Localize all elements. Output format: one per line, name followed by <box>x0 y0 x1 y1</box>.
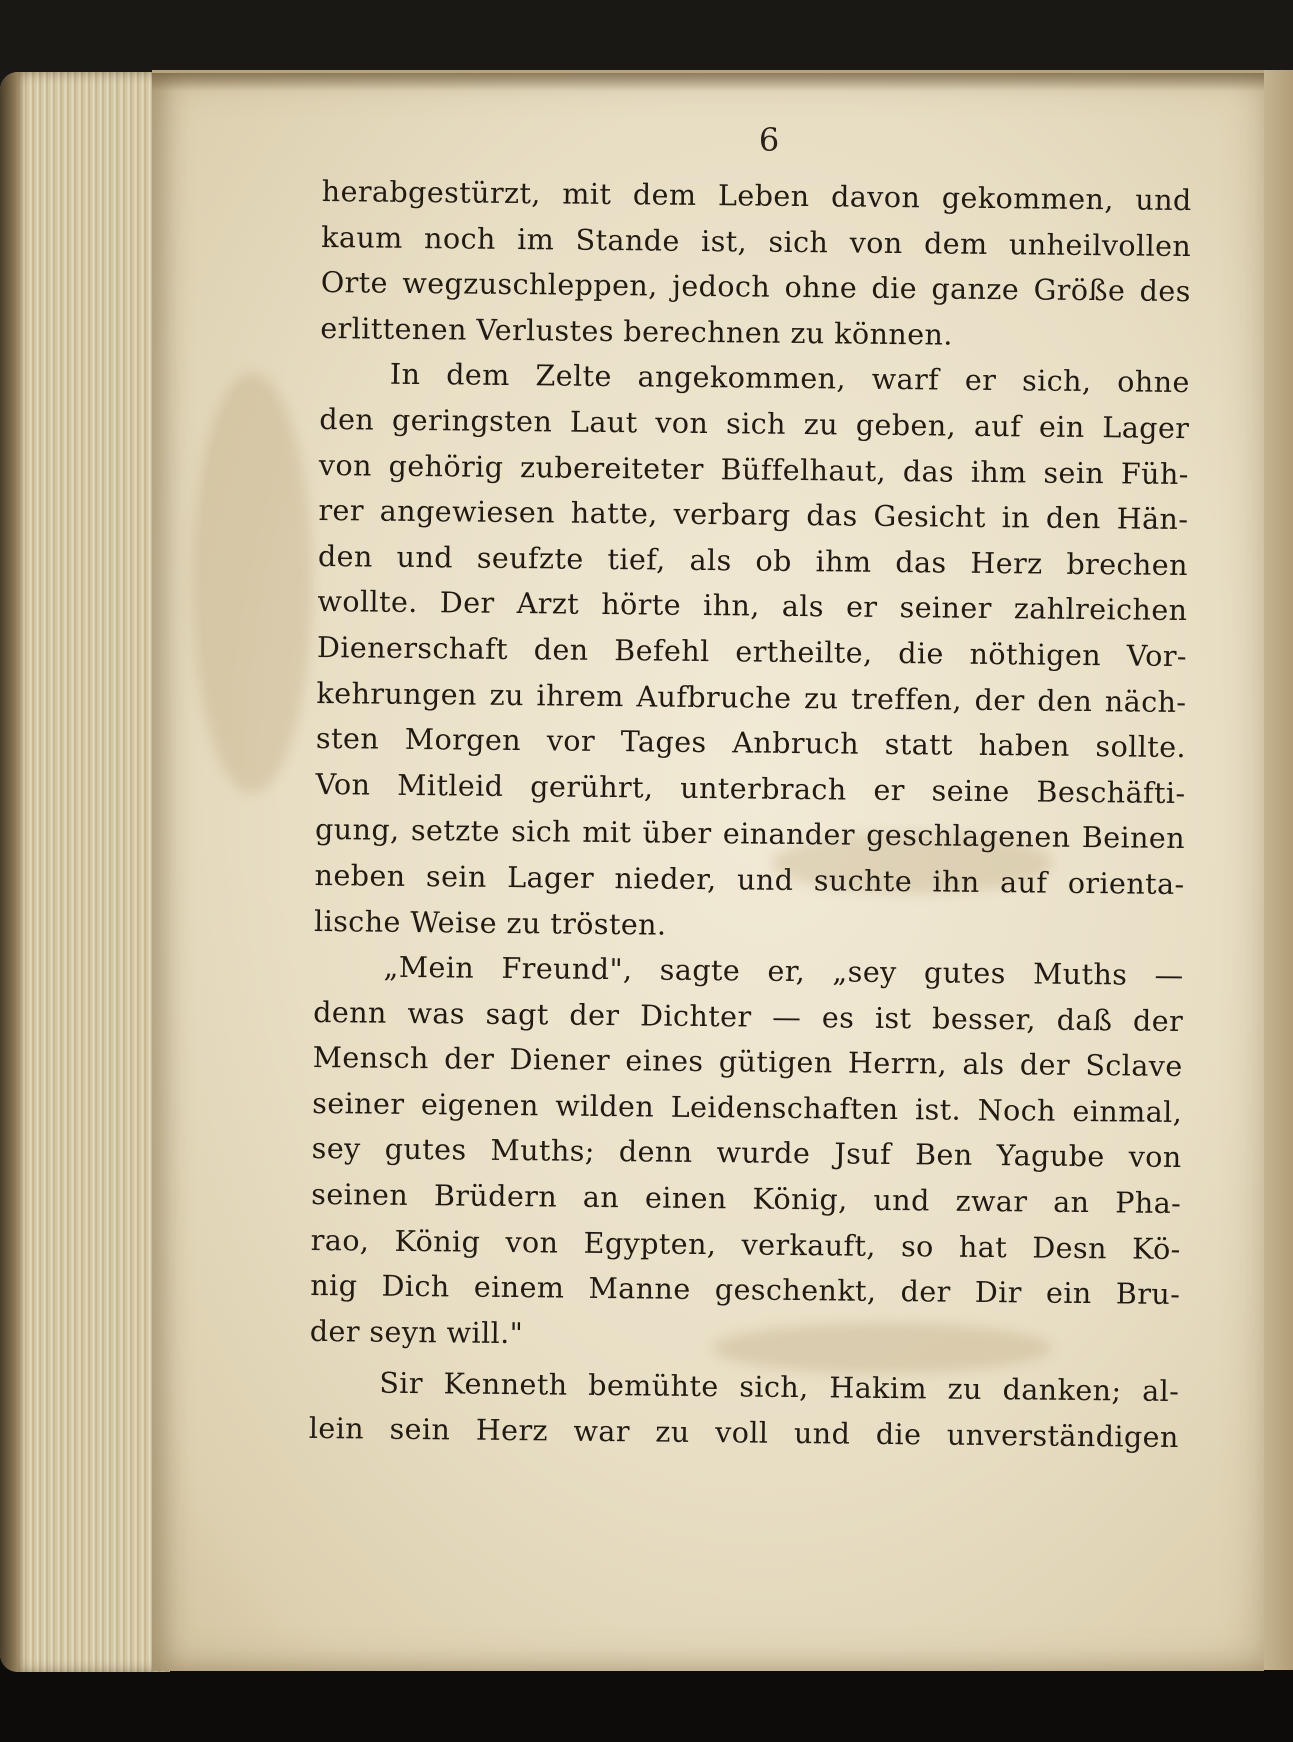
text-line: seiner eigenen wilden Leidenschaften ist. Noch einmal, <box>312 1085 1183 1129</box>
text-line: lische Weise zu trösten. <box>313 903 667 942</box>
text-line: kehrungen zu ihrem Aufbruche zu treffen, der den näch- <box>316 675 1187 719</box>
text-line: seinen Brüdern an einen König, und zwar an Pha- <box>311 1177 1182 1221</box>
text-line: Orte wegzuschleppen, jedoch ohne die ganze Größe des <box>320 265 1191 309</box>
text-line: Dienerschaft den Befehl ertheilte, die nöthigen Vor- <box>316 629 1188 674</box>
text-line: lein sein Herz war zu voll und die unverständigen <box>308 1410 1179 1455</box>
book-page <box>152 70 1264 1671</box>
text-line: den und seufzte tief, als ob ihm das Herz brechen <box>317 538 1189 582</box>
text-line: herabgestürzt, mit dem Leben davon gekommen, und <box>321 173 1192 218</box>
text-line: sey gutes Muths; denn wurde Jsuf Ben Yagube von <box>311 1131 1182 1175</box>
text-line: sten Morgen vor Tages Anbruch statt haben sollte. <box>315 721 1187 765</box>
text-line: denn was sagt der Dichter — es ist besser, daß der <box>312 994 1184 1038</box>
text-line: rao, König von Egypten, verkauft, so hat Desn Kö- <box>310 1222 1181 1266</box>
paragraph-start: In dem Zelte angekommen, warf er sich, ohne <box>389 357 1190 400</box>
text-line: kaum noch im Stande ist, sich von dem unheilvollen <box>321 219 1192 263</box>
text-line: Von Mitleid gerührt, unterbrach er seine Beschäfti- <box>315 766 1186 810</box>
text-line: der seyn will." <box>309 1313 524 1351</box>
text-line: Mensch der Diener eines gütigen Herrn, als der Sclave <box>312 1040 1183 1084</box>
paragraph-start: „Mein Freund", sagte er, „sey gutes Muths — <box>383 949 1184 993</box>
text-line: gung, setzte sich mit über einander geschlagenen Beinen <box>314 812 1186 856</box>
paragraph-start: Sir Kenneth bemühte sich, Hakim zu danken; al- <box>379 1366 1180 1409</box>
page-number: 6 <box>758 121 780 159</box>
text-line: den geringsten Laut von sich zu geben, auf ein Lager <box>319 401 1190 446</box>
text-line: erlittenen Verlustes berechnen zu können. <box>320 310 953 352</box>
text-line: rer angewiesen hatte, verbarg das Gesicht in den Hän- <box>318 493 1189 537</box>
text-line: neben sein Lager nieder, und suchte ihn auf orienta- <box>314 857 1185 901</box>
text-line: wollte. Der Arzt hörte ihn, als er seiner zahlreichen <box>317 584 1188 628</box>
body-text <box>309 169 1192 1461</box>
paper-stain <box>192 373 312 793</box>
page-edge-stack <box>0 72 170 1672</box>
text-line: nig Dich einem Manne geschenkt, der Dir ein Bru- <box>310 1268 1181 1312</box>
text-line: von gehörig zubereiteter Büffelhaut, das ihm sein Füh- <box>318 447 1190 491</box>
